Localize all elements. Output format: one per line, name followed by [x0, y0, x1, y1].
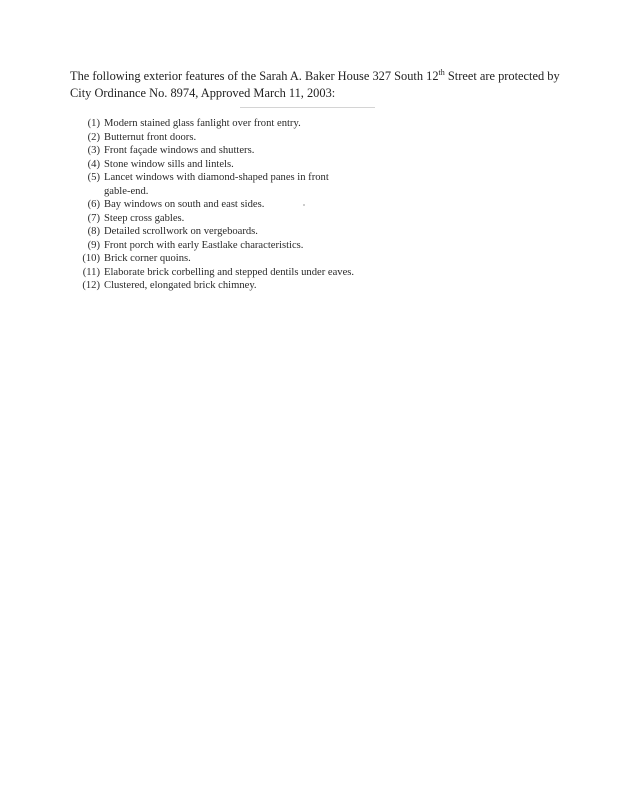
feature-text: Lancet windows with diamond-shaped panes in front gable-end.: [104, 172, 329, 197]
feature-number: (4): [87, 158, 100, 170]
feature-text: Steep cross gables.: [104, 212, 185, 224]
feature-text: Front porch with early Eastlake characteristics.: [104, 239, 304, 251]
feature-text: Clustered, elongated brick chimney.: [104, 280, 257, 291]
feature-number: (1): [87, 118, 100, 129]
feature-text: Bay windows on south and east sides.: [104, 199, 265, 210]
feature-item: [80, 171, 400, 198]
feature-item: [80, 239, 400, 253]
feature-item: [80, 198, 400, 212]
intro-text-start: The following exterior features of the Sarah A. Baker House 327 South 12: [70, 69, 439, 83]
intro-text-end: Street are protected by City Ordinance No. 8974, Approved March 11, 2003:: [70, 69, 560, 100]
feature-item: [80, 117, 400, 131]
scan-artifact-dot: [303, 204, 305, 206]
feature-item: [80, 131, 400, 145]
feature-number: (2): [87, 131, 100, 143]
feature-text: Modern stained glass fanlight over front entry.: [104, 118, 301, 129]
ordinal-superscript: th: [438, 68, 445, 77]
feature-text: Elaborate brick corbelling and stepped dentils under eaves.: [104, 266, 355, 278]
feature-number: (8): [87, 226, 100, 237]
feature-item: [80, 279, 400, 293]
feature-number: (9): [87, 239, 100, 251]
scan-artifact-line: [240, 107, 375, 108]
feature-text: Butternut front doors.: [104, 131, 197, 143]
feature-text: Front façade windows and shutters.: [104, 145, 255, 156]
feature-item: [80, 252, 400, 266]
feature-text: Brick corner quoins.: [104, 253, 191, 264]
feature-number: (5): [87, 172, 100, 183]
intro-paragraph: [70, 68, 570, 102]
feature-item: [80, 266, 400, 280]
feature-item: [80, 144, 400, 158]
feature-number: (10): [82, 253, 100, 264]
feature-text: Stone window sills and lintels.: [104, 158, 234, 170]
feature-number: (12): [82, 280, 100, 291]
feature-item: [80, 158, 400, 172]
protected-features-list: [80, 117, 400, 293]
feature-text: Detailed scrollwork on vergeboards.: [104, 226, 258, 237]
feature-number: (11): [82, 266, 100, 278]
feature-number: (3): [87, 145, 100, 156]
feature-item: [80, 225, 400, 239]
feature-number: (6): [87, 199, 100, 210]
feature-number: (7): [87, 212, 100, 224]
feature-item: [80, 212, 400, 226]
